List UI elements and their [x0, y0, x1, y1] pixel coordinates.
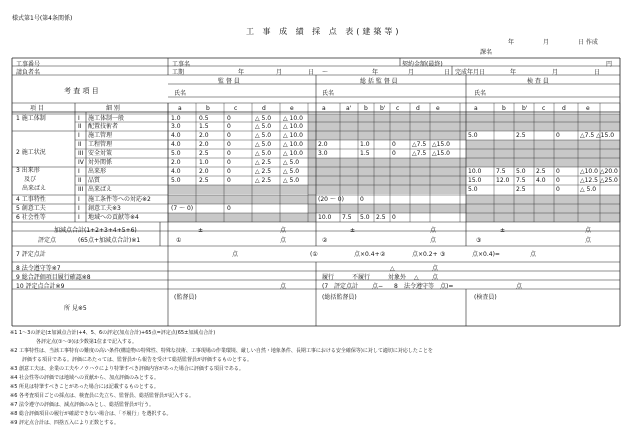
shaded-cell	[466, 149, 620, 158]
total-f2: 評定点計	[334, 283, 359, 290]
row-roman: III	[78, 186, 84, 193]
ins-value: 0	[556, 168, 560, 175]
sup-value: △ 10.0	[283, 150, 303, 157]
row-name: 配置技術者	[88, 123, 119, 130]
note-1: ※1 1〜3の評定(±加減点合計)+4、5、6の評定(加点合計)+65点=評定点(65±加減点合計)	[10, 330, 216, 336]
gen-value: 3.0	[318, 150, 328, 157]
work-name-label: 工事名	[172, 61, 191, 68]
note-2: ※2 工事特性は、当該工事特有の難度の高い条件(構造物の特殊性、特殊な技術、工事現場の作業環境、厳しい自然・地象条件、長期工事における安全確保等)に対して適切に対応したことを	[10, 348, 433, 354]
gen-value: 1.0	[360, 141, 370, 148]
row-roman: I	[78, 115, 80, 122]
group-label-2-c: 出来ばえ	[22, 185, 47, 192]
note-1b: 各評定点(①〜③)は少数第1位まで記入する。	[36, 339, 138, 345]
note-2b: 評価する項目である。評価にあたっては、監督員から報告を受けて総括監督員が評価するものとする。	[22, 357, 253, 363]
group-label-2-b: 及び	[24, 176, 37, 183]
shaded-cell	[466, 158, 620, 167]
row-name: 施工管理	[88, 132, 113, 139]
shaded-cell	[466, 140, 620, 149]
ins-col-1: b	[502, 105, 506, 112]
group-label-4: 5 創意工夫	[16, 205, 46, 212]
contract-no-label: 工事番号	[16, 61, 41, 68]
row-name: 創意工夫※3	[88, 205, 121, 212]
ins-value: 5.0	[468, 186, 478, 193]
row-roman: I	[78, 214, 80, 221]
row-roman: I	[78, 205, 80, 212]
shaded-cell	[316, 176, 466, 185]
sup-value: △ 5.0	[283, 177, 300, 184]
row-roman: II	[78, 141, 82, 148]
final-eval-c2: ②	[380, 251, 386, 258]
sup-value: 4.0	[171, 168, 181, 175]
sup-value: △ 2.5	[255, 159, 272, 166]
row-name: 安全対策	[88, 150, 113, 157]
total-f6: 点)=	[440, 283, 454, 290]
row-name: 品質	[88, 177, 101, 184]
ins-value: △10.0 △20.0	[580, 168, 618, 175]
form-label: 様式第1号(第4条関係)	[12, 15, 73, 22]
ins-value: △ 5.0	[580, 186, 597, 193]
final-eval-x04b: 点×0.4)=	[472, 251, 500, 258]
period-start-day: 日	[308, 69, 315, 76]
added-total-pt-ins: 点	[585, 227, 592, 234]
ins-value: 0	[556, 132, 560, 139]
confirm-triangle: △	[414, 274, 419, 281]
sup-value: 0	[227, 150, 231, 157]
ins-value: △7.5 △15.0	[580, 132, 615, 139]
total-f1: (7	[322, 283, 329, 290]
sup-value: 1.0	[199, 159, 209, 166]
compliance-label: 8 法令遵守等※7	[16, 265, 61, 272]
sup-value: △ 5.0	[255, 115, 272, 122]
completion-label: 完成年月日	[455, 69, 486, 76]
eval-circle-2: ②	[322, 237, 328, 244]
sup-value: (7 〜 0)	[171, 205, 194, 212]
department-label: 課名	[480, 49, 493, 56]
note-5: ※5 所見は特筆すべきことがあった場合には記載するものとする。	[10, 384, 159, 390]
ins-col-2: b'	[522, 105, 528, 112]
period-start-month: 月	[276, 69, 283, 76]
row-name: 工程管理	[88, 141, 113, 148]
row-roman: I	[78, 132, 80, 139]
remarks-supervisor: (監督員)	[174, 294, 197, 301]
shaded-cell	[316, 122, 466, 131]
sup-col-1: b	[206, 105, 210, 112]
gen-value: △7.5	[412, 141, 427, 148]
sup-value: 0	[227, 177, 231, 184]
sup-value: 0.5	[199, 115, 209, 122]
row-roman: II	[78, 123, 82, 130]
period-end-day: 日	[444, 69, 451, 76]
ins-value: 4.0	[536, 177, 546, 184]
contractor-label: 請負者名	[16, 69, 41, 76]
confirm-option-na[interactable]: 対象外	[388, 274, 407, 281]
date-day: 日 作成	[578, 39, 598, 46]
sup-value: △ 5.0	[283, 168, 300, 175]
note-8: ※8 総合評価項目の履行が確認できない場合は、「不履行」を選択する。	[10, 411, 172, 417]
final-eval-x02: 点×0.2+	[412, 251, 438, 258]
sup-value: △ 2.5	[255, 177, 272, 184]
shaded-cell	[316, 158, 466, 167]
sup-value: △ 5.0	[255, 132, 272, 139]
gen-value: △15.0	[432, 141, 450, 148]
period-start-year: 年	[238, 69, 245, 76]
final-eval-c3: ③	[440, 251, 446, 258]
subitem-header: 細 別	[106, 105, 120, 112]
gen-value: 0	[392, 150, 396, 157]
gen-col-2: b	[364, 105, 368, 112]
gen-col-5: d	[416, 105, 420, 112]
compliance-triangle: △	[390, 265, 395, 272]
sup-col-0: a	[178, 105, 182, 112]
shaded-cell	[316, 185, 466, 194]
row-roman: III	[78, 150, 84, 157]
gen-col-4: c	[396, 105, 400, 112]
total-f4: 8	[394, 283, 398, 290]
eval-circle-1: ①	[176, 237, 182, 244]
gen-value: △7.5	[412, 150, 427, 157]
row-roman: I	[78, 196, 80, 203]
confirm-pt: 点	[432, 274, 439, 281]
shaded-cell	[316, 167, 466, 176]
sup-value: 5.0	[171, 177, 181, 184]
row-name: 出来ばえ	[88, 186, 113, 193]
completion-month: 月	[552, 69, 559, 76]
eval-point-label: 評定点	[38, 237, 57, 244]
general-supervisor-header: 総 括 監 督 員	[360, 78, 398, 85]
sup-value: 2.0	[199, 132, 209, 139]
row-name: 対外関係	[88, 159, 113, 166]
ins-value: 0	[556, 177, 560, 184]
shaded-cell	[466, 213, 620, 222]
sup-value: △ 2.5	[255, 168, 272, 175]
gen-value: 2.5	[376, 214, 386, 221]
total-pt: 点	[280, 283, 287, 290]
sup-value: 0	[227, 123, 231, 130]
added-total-label: 加減点合計(1+2+3+4+5+6)	[54, 227, 137, 234]
general-name-label: 氏名	[322, 90, 335, 97]
sup-value: △ 5.0	[255, 150, 272, 157]
sup-col-2: c	[234, 105, 238, 112]
gen-value: (20 〜 0)	[318, 196, 344, 203]
ins-value: 10.0	[468, 168, 482, 175]
sup-value: 0	[227, 205, 231, 212]
sup-value: 5.0	[171, 150, 181, 157]
note-4: ※4 社会性等の評価では地域への貢献から、加点評価のみとする。	[10, 375, 159, 381]
sup-value: 4.0	[171, 141, 181, 148]
gen-value: △15.0	[432, 150, 450, 157]
date-year: 年	[508, 39, 515, 46]
confirm-option-yes[interactable]: 履行	[322, 274, 335, 281]
period-end-month: 月	[408, 69, 415, 76]
note-9: ※9 評定点合計は、四捨五入により正数とする。	[10, 420, 119, 426]
shaded-cell	[466, 114, 620, 123]
ins-value: 12.0	[496, 177, 510, 184]
gen-value: 5.0	[360, 214, 370, 221]
ins-value: 0	[556, 186, 560, 193]
shaded-cell	[168, 195, 308, 204]
final-eval-label: 7 評定点計	[16, 251, 46, 258]
compliance-pt: 点	[432, 265, 439, 272]
shaded-cell	[316, 114, 466, 123]
gen-value: 1.5	[360, 150, 370, 157]
note-3: ※3 創意工夫は、企業の工夫やノウハウにより特筆すべき評価内容があった場合に評価する項目である。	[10, 366, 244, 372]
sup-value: 2.5	[199, 150, 209, 157]
sup-value: △ 5.0	[255, 123, 272, 130]
remarks-label: 所 見※5	[64, 305, 87, 312]
sup-value: 0	[227, 115, 231, 122]
sup-value: 0	[227, 132, 231, 139]
added-total-pm-sup: ±	[198, 227, 204, 234]
sup-value: 0	[227, 168, 231, 175]
added-total-pm-gen: ±	[350, 227, 356, 234]
eval-point-formula: (65点+加減点合計)※1	[78, 237, 141, 244]
gen-value: 0	[392, 214, 396, 221]
completion-year: 年	[510, 69, 517, 76]
group-label-2: 3 出来形	[16, 167, 40, 174]
sup-value: △ 5.0	[283, 159, 300, 166]
period-end-year: 年	[372, 69, 379, 76]
sup-col-3: d	[262, 105, 266, 112]
item-header: 項 目	[30, 105, 44, 112]
final-eval-open: (①	[310, 251, 318, 258]
ins-value: 5.0	[516, 168, 526, 175]
final-eval-x04a: 点×0.4+	[354, 251, 380, 258]
row-name: 施工条件等への対応※2	[88, 196, 151, 203]
row-name: 施工体制一般	[88, 115, 125, 122]
ins-value: 2.5	[536, 168, 546, 175]
ins-col-4: d	[562, 105, 566, 112]
sup-value: 0	[227, 159, 231, 166]
row-roman: IV	[78, 159, 84, 166]
confirm-label: 9 総合評価項目履行確認※8	[16, 274, 91, 281]
added-total-pm-ins: ±	[500, 227, 506, 234]
ins-value: 2.5	[516, 132, 526, 139]
sup-value: 0	[227, 141, 231, 148]
ins-value: 2.5	[516, 186, 526, 193]
total-end-pt: 点	[516, 283, 523, 290]
inspector-name-label: 氏名	[474, 90, 487, 97]
sup-col-4: e	[290, 105, 294, 112]
eval-circle-1-pt: 点	[280, 237, 287, 244]
row-name: 出来形	[88, 168, 107, 175]
shaded-cell	[308, 114, 316, 222]
sup-value: 2.0	[199, 141, 209, 148]
supervisor-header: 監 督 員	[218, 78, 240, 85]
ins-col-3: c	[542, 105, 546, 112]
sup-value: △ 10.0	[283, 115, 303, 122]
sup-value: △ 10.0	[283, 123, 303, 130]
row-roman: I	[78, 168, 80, 175]
sup-value: 2.5	[199, 177, 209, 184]
sup-value: △ 5.0	[255, 141, 272, 148]
total-f3: 点−	[372, 283, 384, 290]
row-name: 地域への貢献等※4	[88, 214, 139, 221]
gen-col-6: e	[436, 105, 440, 112]
group-label-5: 6 社会性等	[16, 214, 46, 221]
sup-value: 4.0	[171, 132, 181, 139]
confirm-option-no[interactable]: 不履行	[352, 274, 371, 281]
date-month: 月	[543, 39, 550, 46]
gen-col-0: a	[322, 105, 326, 112]
gen-value: 7.5	[342, 214, 352, 221]
ins-value: 5.0	[468, 132, 478, 139]
shaded-cell	[316, 204, 466, 213]
group-label-0: 1 施工体制	[16, 115, 46, 122]
ins-value: 7.5	[496, 168, 506, 175]
eval-circle-2-pt: 点	[430, 237, 437, 244]
ins-col-0: a	[474, 105, 478, 112]
gen-value: 2.0	[318, 141, 328, 148]
sup-value: 1.5	[199, 123, 209, 130]
shaded-cell	[316, 131, 466, 140]
period-tilde: 〜	[322, 69, 329, 76]
final-eval-pt: 点	[232, 251, 239, 258]
ins-value: 15.0	[468, 177, 482, 184]
sup-value: △ 10.0	[283, 132, 303, 139]
gen-value: 0	[392, 141, 396, 148]
sup-value: 1.0	[171, 115, 181, 122]
shaded-cell	[466, 204, 620, 213]
ins-col-5: e	[586, 105, 590, 112]
sup-value: 2.0	[171, 159, 181, 166]
group-label-1: 2 施工状況	[16, 149, 46, 156]
inspector-header: 検 査 員	[527, 78, 549, 85]
ins-value: △12.5 △25.0	[580, 177, 618, 184]
period-label: 工期	[172, 69, 185, 76]
row-roman: II	[78, 177, 82, 184]
eval-circle-3: ③	[476, 237, 482, 244]
shaded-cell	[466, 195, 620, 204]
document-title: 工 事 成 績 採 点 表(建築等)	[246, 27, 402, 36]
gen-value: 0	[360, 196, 364, 203]
shaded-cell	[466, 122, 620, 131]
total-label: 10 評定点合計※9	[16, 283, 65, 290]
final-eval-end: 点	[530, 251, 537, 258]
eval-circle-3-pt: 点	[585, 237, 592, 244]
note-6: ※6 各考査項目ごとの採点は、検査員に先立ち、監督員、総括監督員が記入する。	[10, 393, 194, 399]
contract-amount-label: 契約金額(最終)	[402, 61, 443, 68]
supervisor-name-label: 氏名	[174, 90, 187, 97]
gen-value: 10.0	[318, 214, 332, 221]
added-total-pt-gen: 点	[430, 227, 437, 234]
shaded-cell	[168, 213, 308, 222]
eval-items-header: 考 査 項 目	[64, 87, 99, 95]
gen-col-1: a'	[346, 105, 352, 112]
note-7: ※7 法令遵守の評価は、減点評価のみとし、総括監督員が行う。	[10, 402, 154, 408]
remarks-general: (総括監督員)	[322, 294, 357, 301]
shaded-cell	[168, 185, 308, 194]
sup-value: 3.0	[171, 123, 181, 130]
completion-day: 日	[594, 69, 601, 76]
ins-value: 7.5	[516, 177, 526, 184]
sup-value: △ 10.0	[283, 141, 303, 148]
sup-value: 2.0	[199, 168, 209, 175]
yen-label: 円	[606, 61, 613, 68]
remarks-inspector: (検査員)	[474, 294, 497, 301]
group-label-3: 4 工事特性	[16, 196, 46, 203]
gen-col-3: b'	[380, 105, 386, 112]
total-f5: 法令遵守等	[404, 283, 435, 290]
added-total-pt-sup: 点	[280, 227, 287, 234]
